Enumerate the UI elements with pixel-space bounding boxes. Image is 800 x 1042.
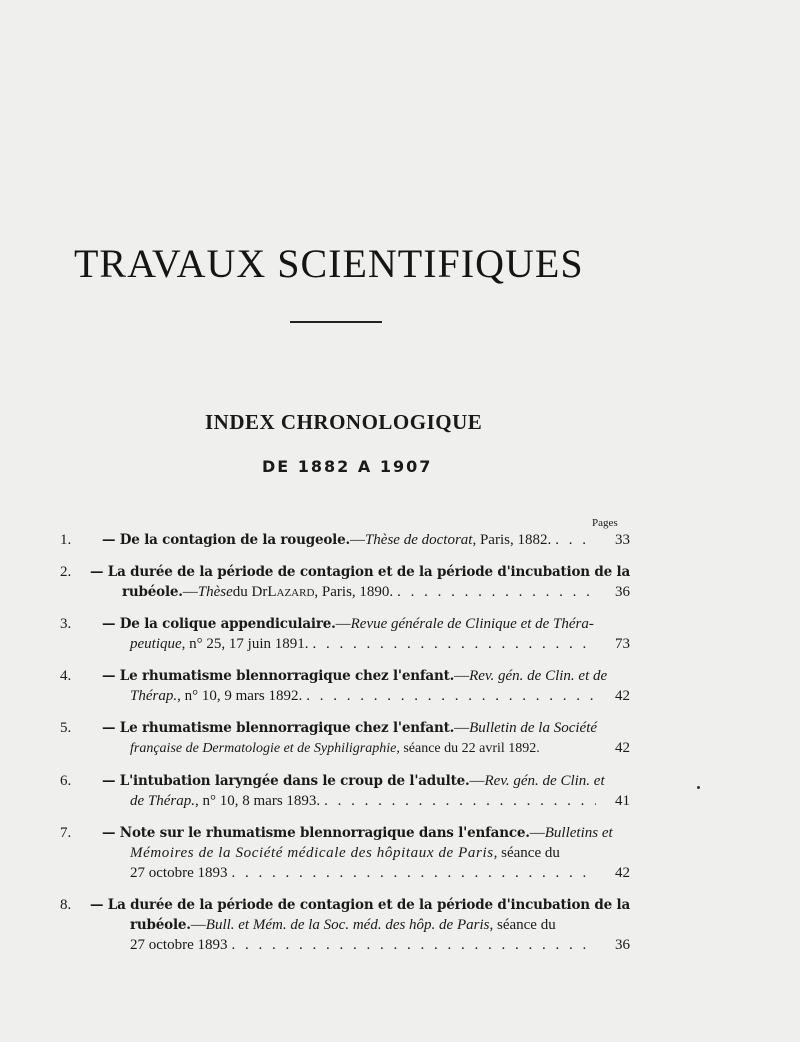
entry-source: Rev. gén. de Clin. et <box>484 773 605 789</box>
entry-author: Lazard <box>267 584 315 600</box>
entry-number: 7. <box>60 825 72 841</box>
ink-speck <box>697 786 700 789</box>
entry-page: 73 <box>615 636 630 652</box>
entry-page: 42 <box>615 688 630 704</box>
entry-source-continued: française de Dermatologie et de Syphiligraphie <box>130 741 397 756</box>
dot-leader <box>306 686 596 706</box>
section-subheading: DE 1882 A 1907 <box>262 457 433 476</box>
entry-page: 42 <box>615 865 630 881</box>
dot-leader <box>231 863 596 883</box>
entry-source-continued: peutique <box>130 636 182 652</box>
entry-title: — De la colique appendiculaire. <box>102 616 336 632</box>
entry-number: 4. <box>60 668 72 684</box>
entry-page: 41 <box>615 793 630 809</box>
entry-title-continued: rubéole. <box>130 917 191 933</box>
entry-date: 27 octobre 1893 <box>130 865 228 881</box>
section-heading: INDEX CHRONOLOGIQUE <box>205 410 483 434</box>
entry-page: 33 <box>615 532 630 548</box>
list-item <box>60 562 630 602</box>
entry-separator: — <box>190 917 206 933</box>
entry-page: 36 <box>615 937 630 953</box>
entry-number: 1. <box>60 532 72 548</box>
entry-details: , séance du 22 avril 1892. <box>396 741 540 756</box>
entry-separator: — <box>529 825 545 841</box>
entry-source: Revue générale de Clinique et de Théra- <box>350 616 594 632</box>
list-item <box>60 666 630 706</box>
entry-source: Bulletin de la Société <box>469 720 598 736</box>
entry-source: Bulletins et <box>544 825 613 841</box>
entry-source-continued: de Thérap. <box>130 793 195 809</box>
entry-source: Thèse de doctorat <box>364 532 473 548</box>
entry-number: 2. <box>60 564 72 580</box>
entry-title-continued: rubéole. <box>122 584 183 600</box>
entry-separator: — <box>454 668 470 684</box>
entry-details: , Paris, 1890. <box>314 584 394 600</box>
entry-title: — Note sur le rhumatisme blennorragique dans l'enfance. <box>102 825 530 841</box>
title-divider <box>290 321 382 323</box>
list-item <box>60 823 630 883</box>
entry-source: Thèse <box>197 584 233 600</box>
entry-details: , n° 25, 17 juin 1891. <box>181 636 309 652</box>
dot-leader <box>555 530 596 550</box>
dot-leader <box>231 935 596 955</box>
entry-details: , séance du <box>493 845 560 861</box>
entry-number: 3. <box>60 616 72 632</box>
entry-details: , séance du <box>489 917 556 933</box>
entry-title: — Le rhumatisme blennorragique chez l'enfant. <box>102 720 455 736</box>
entry-title: — L'intubation laryngée dans le croup de l'adulte. <box>102 773 470 789</box>
list-item <box>60 530 630 550</box>
entry-separator: — <box>349 532 365 548</box>
list-item <box>60 895 630 955</box>
entry-page: 36 <box>615 584 630 600</box>
entry-separator: — <box>335 616 351 632</box>
show-through-text <box>240 90 244 105</box>
dot-leader <box>313 634 597 654</box>
entry-number: 6. <box>60 773 72 789</box>
dot-leader <box>324 791 596 811</box>
entry-details: , n° 10, 9 mars 1892. <box>177 688 303 704</box>
chronological-index <box>60 530 630 967</box>
entry-title: — La durée de la période de contagion et de la période d'incubation de la <box>90 564 630 580</box>
entry-details: , Paris, 1882. <box>472 532 552 548</box>
entry-details: , n° 10, 8 mars 1893. <box>195 793 321 809</box>
dot-leader <box>397 582 596 602</box>
entry-separator: — <box>454 720 470 736</box>
entry-title: — Le rhumatisme blennorragique chez l'enfant. <box>102 668 455 684</box>
list-item <box>60 614 630 654</box>
entry-source: Bull. et Mém. de la Soc. méd. des hôp. de Paris <box>205 917 490 933</box>
entry-page: 42 <box>615 740 630 756</box>
pages-column-label: Pages <box>592 517 618 529</box>
entry-source: Rev. gén. de Clin. et de <box>469 668 608 684</box>
entry-date: 27 octobre 1893 <box>130 937 228 953</box>
entry-number: 5. <box>60 720 72 736</box>
entry-separator: — <box>182 584 198 600</box>
list-item <box>60 771 630 811</box>
entry-title: — De la contagion de la rougeole. <box>102 532 350 548</box>
list-item <box>60 718 630 759</box>
entry-source-continued: Thérap. <box>130 688 178 704</box>
entry-number: 8. <box>60 897 72 913</box>
entry-separator: — <box>469 773 485 789</box>
entry-title: — La durée de la période de contagion et de la période d'incubation de la <box>90 897 630 913</box>
entry-details: du Dr <box>232 584 268 600</box>
page-title: TRAVAUX SCIENTIFIQUES <box>74 241 584 286</box>
entry-source-continued: Mémoires de la Société médicale des hôpitaux de Paris <box>130 845 494 861</box>
